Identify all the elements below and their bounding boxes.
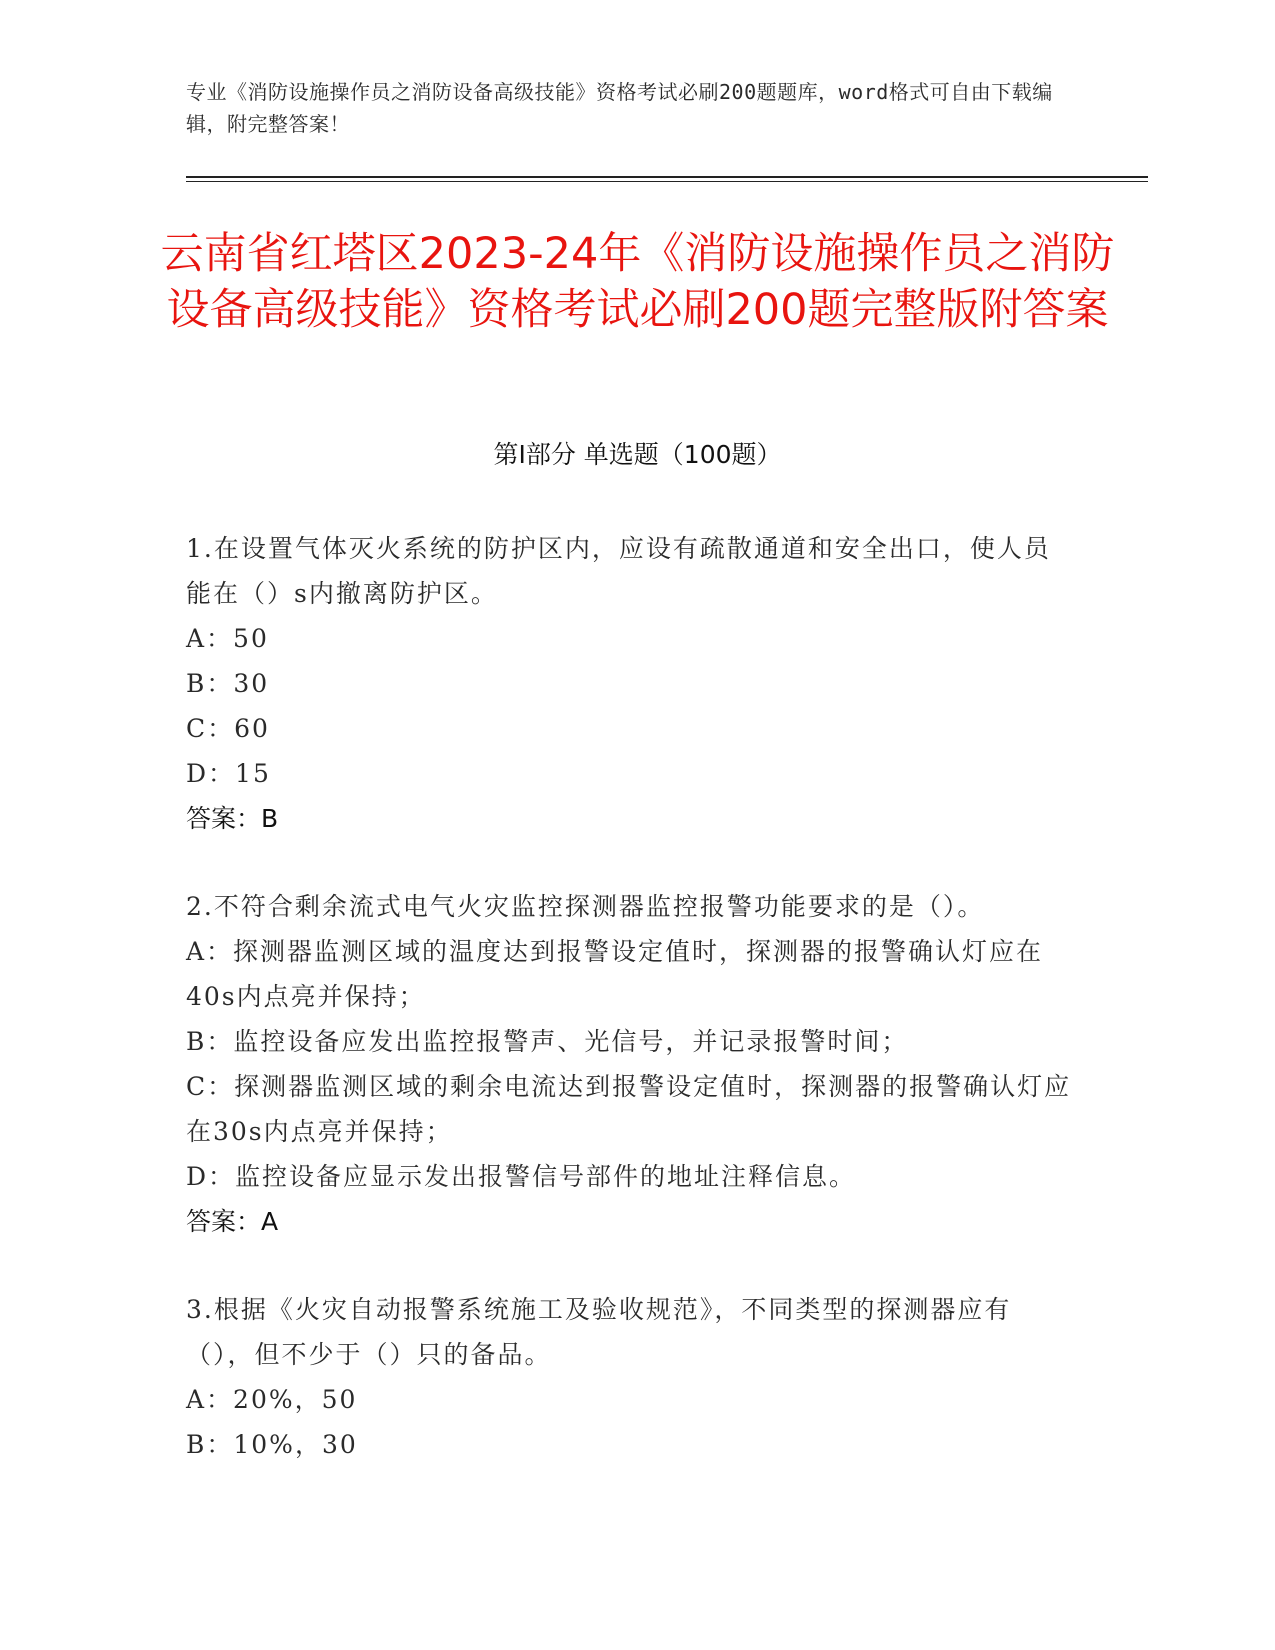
header-note: 专业《消防设施操作员之消防设备高级技能》资格考试必刷200题题库，word格式可自由下载编辑，附完整答案！ (186, 80, 1053, 136)
section-heading: 第I部分 单选题（100题） (493, 440, 782, 469)
option-b: B：监控设备应发出监控报警声、光信号，并记录报警时间； (186, 1027, 909, 1056)
option-c: C：60 (186, 714, 270, 743)
option-c: C：探测器监测区域的剩余电流达到报警设定值时，探测器的报警确认灯应在30s内点亮并保持； (186, 1072, 1072, 1146)
question-1 (186, 526, 1076, 841)
option-a: A：20%，50 (186, 1385, 358, 1414)
question-text: 2.不符合剩余流式电气火灾监控探测器监控报警功能要求的是（）。 (186, 892, 985, 921)
option-b: B：30 (186, 669, 270, 698)
question-text: 1.在设置气体灭火系统的防护区内，应设有疏散通道和安全出口，使人员能在（）s内撤离防护区。 (186, 534, 1051, 608)
question-2 (186, 884, 1076, 1244)
question-3 (186, 1287, 1076, 1467)
option-d: D：监控设备应显示发出报警信号部件的地址注释信息。 (186, 1162, 857, 1191)
document-title: 云南省红塔区2023-24年《消防设施操作员之消防设备高级技能》资格考试必刷200题完整版附答案 (160, 229, 1115, 335)
option-a: A：探测器监测区域的温度达到报警设定值时，探测器的报警确认灯应在40s内点亮并保持； (186, 937, 1044, 1011)
header-divider-thick (186, 176, 1148, 178)
header-divider-thin (186, 181, 1148, 182)
option-a: A：50 (186, 624, 269, 653)
option-b: B：10%，30 (186, 1430, 358, 1459)
question-text: 3.根据《火灾自动报警系统施工及验收规范》，不同类型的探测器应有（），但不少于（）只的备品。 (186, 1295, 1012, 1369)
question-list (186, 526, 1076, 1510)
answer-label: 答案：B (186, 804, 279, 833)
option-d: D：15 (186, 759, 271, 788)
answer-label: 答案：A (186, 1207, 279, 1236)
